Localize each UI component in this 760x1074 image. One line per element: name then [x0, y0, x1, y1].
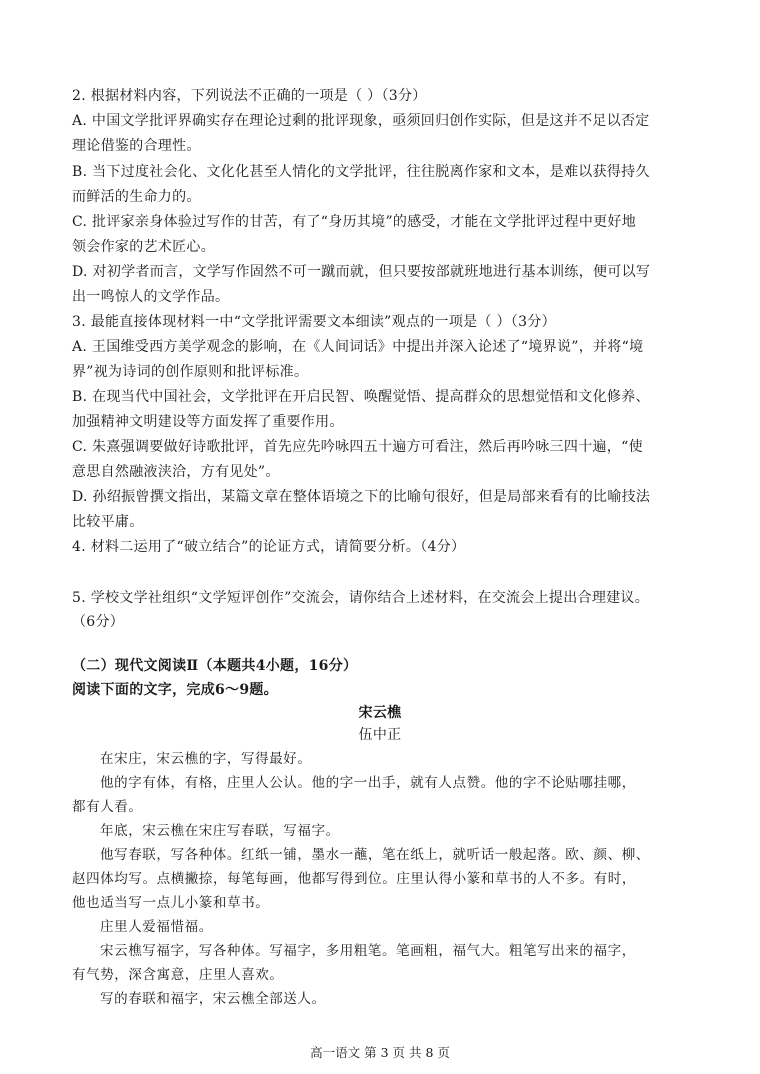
question-2-option-b: B. 当下过度社会化、文化化甚至人情化的文学批评，往往脱离作家和文本，是难以获得持久 — [72, 164, 650, 180]
question-2-option-a-cont: 理论借鉴的合理性。 — [72, 138, 201, 154]
story-paragraph-line: 在宋庄，宋云樵的字，写得最好。 — [100, 751, 312, 767]
question-3-stem: 3. 最能直接体现材料一中“文学批评需要文本细读”观点的一项是（ ）（3分） — [72, 314, 556, 330]
story-paragraph-line: 赵四体均写。点横撇捺，每笔每画，他都写得到位。庄里认得小篆和草书的人不多。有时， — [72, 871, 636, 887]
question-3-option-a-cont: 界”视为诗词的创作原则和批评标准。 — [72, 364, 309, 380]
story-paragraph-line: 他的字有体，有格，庄里人公认。他的字一出手，就有人点赞。他的字不论贴哪挂哪， — [100, 775, 636, 791]
question-2-option-b-cont: 而鲜活的生命力的。 — [72, 189, 201, 205]
story-paragraph-line: 庄里人爱福惜福。 — [100, 919, 213, 935]
question-2-option-c: C. 批评家亲身体验过写作的甘苦，有了“身历其境”的感受，才能在文学批评过程中更好地 — [72, 214, 637, 230]
story-paragraph-line: 有气势，深含寓意，庄里人喜欢。 — [72, 967, 284, 983]
section-heading: （二）现代文阅读Ⅱ（本题共4小题，16分） — [72, 658, 358, 674]
story-author: 伍中正 — [358, 727, 402, 743]
story-paragraph-line: 宋云樵写福字，写各种体。写福字，多用粗笔。笔画粗，福气大。粗笔写出来的福字， — [100, 943, 636, 959]
story-paragraph-line: 都有人看。 — [72, 799, 143, 815]
question-3-option-d: D. 孙绍振曾撰文指出，某篇文章在整体语境之下的比喻句很好，但是局部来看有的比喻技法 — [72, 489, 651, 505]
question-3-option-b-cont: 加强精神文明建设等方面发挥了重要作用。 — [72, 414, 344, 430]
question-3-option-c-cont: 意思自然融液浃洽，方有见处”。 — [72, 464, 280, 480]
question-2-option-a: A. 中国文学批评界确实存在理论过剩的批评现象，亟须回归创作实际，但是这并不足以否定 — [72, 113, 650, 129]
question-2-option-d: D. 对初学者而言，文学写作固然不可一蹴而就，但只要按部就班地进行基本训练，便可以写 — [72, 264, 651, 280]
question-5-stem-cont: （6分） — [72, 614, 125, 630]
question-3-option-c: C. 朱熹强调要做好诗歌批评，首先应先吟咏四五十遍方可看注，然后再吟咏三四十遍，“使 — [72, 439, 643, 455]
story-paragraph-line: 他也适当写一点儿小篆和草书。 — [72, 895, 270, 911]
question-3-option-d-cont: 比较平庸。 — [72, 514, 144, 530]
question-3-option-b: B. 在现当代中国社会，文学批评在开启民智、唤醒觉悟、提高群众的思想觉悟和文化修养、 — [72, 389, 650, 405]
section-instruction: 阅读下面的文字，完成6～9题。 — [72, 682, 278, 698]
page-footer: 高一语文 第 3 页 共 8 页 — [310, 1045, 450, 1060]
story-title: 宋云樵 — [358, 705, 402, 721]
story-paragraph-line: 年底，宋云樵在宋庄写春联，写福字。 — [100, 823, 340, 839]
question-2-option-d-cont: 出一鸣惊人的文学作品。 — [72, 289, 230, 305]
question-4-stem: 4. 材料二运用了“破立结合”的论证方式，请简要分析。（4分） — [72, 539, 466, 555]
story-paragraph-line: 写的春联和福字，宋云樵全部送人。 — [100, 991, 326, 1007]
story-paragraph-line: 他写春联，写各种体。红纸一铺，墨水一蘸，笔在纸上，就听话一般起落。欧、颜、柳、 — [100, 847, 650, 863]
question-5-stem: 5. 学校文学社组织“文学短评创作”交流会，请你结合上述材料，在交流会上提出合理建议。 — [72, 590, 650, 606]
question-2-option-c-cont: 领会作家的艺术匠心。 — [72, 239, 215, 255]
question-3-option-a: A. 王国维受西方美学观念的影响，在《人间词话》中提出并深入论述了“境界说”，并将“境 — [72, 339, 644, 355]
question-2-stem: 2. 根据材料内容，下列说法不正确的一项是（ ）（3分） — [72, 88, 427, 104]
